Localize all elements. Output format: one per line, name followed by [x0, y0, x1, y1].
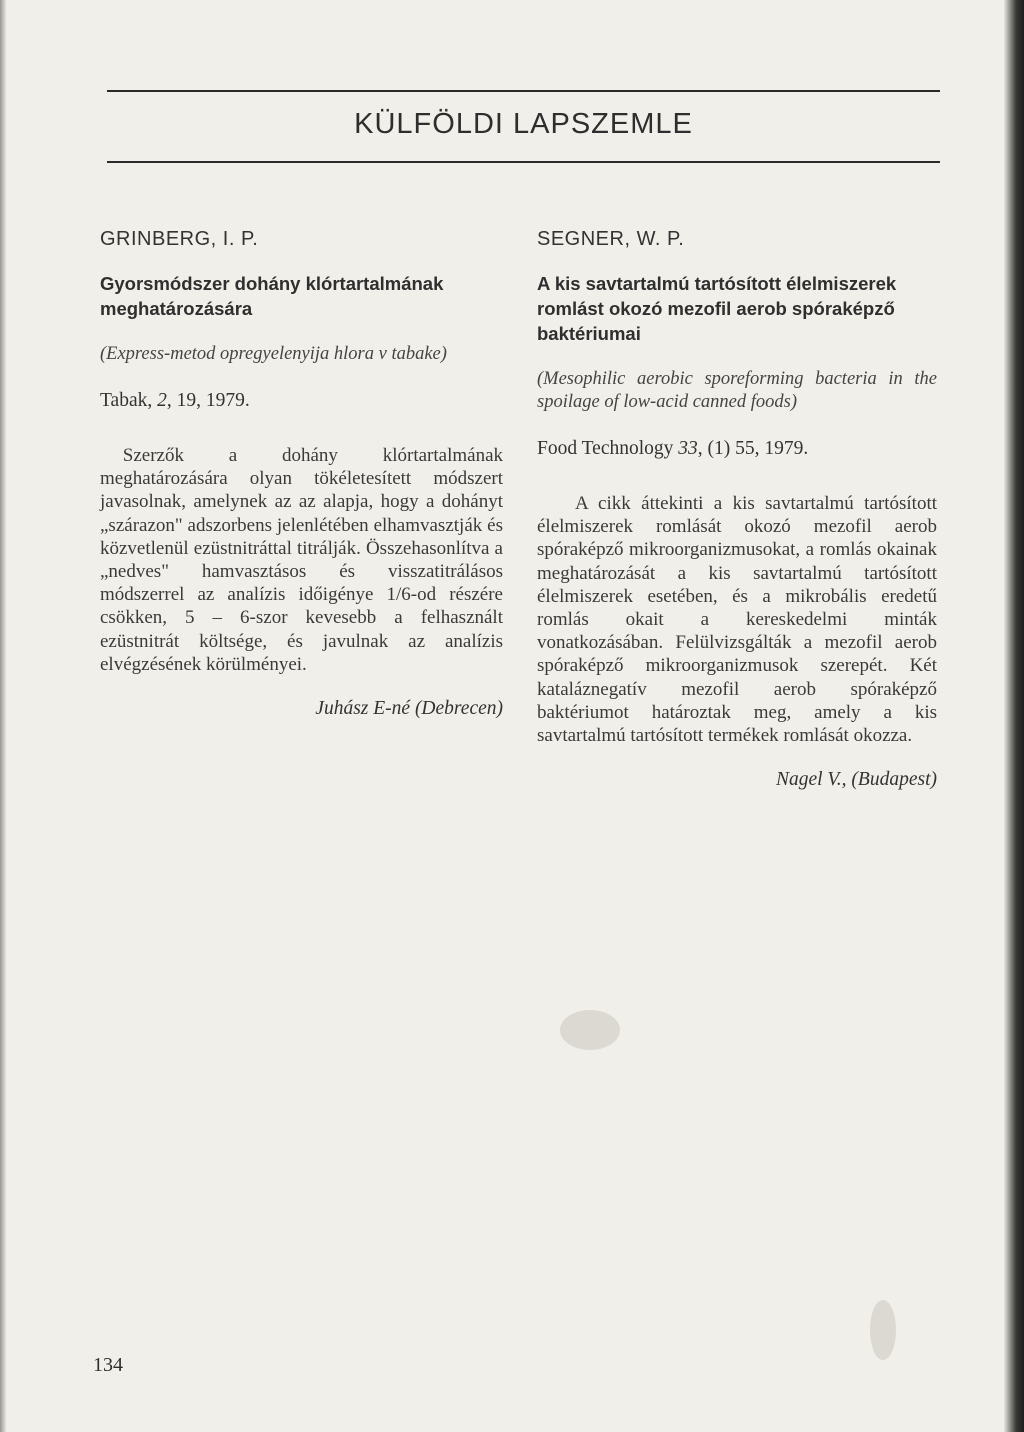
section-title: KÜLFÖLDI LAPSZEMLE	[354, 108, 693, 140]
page-number: 134	[93, 1354, 123, 1376]
article-author: SEGNER, W. P.	[537, 228, 685, 250]
source-citation	[100, 390, 503, 412]
original-title: (Mesophilic aerobic sporeforming bacteria in the spoilage of low-acid canned foods)	[537, 369, 937, 412]
reviewer: Juhász E-né (Debrecen)	[315, 698, 503, 720]
source-citation	[537, 438, 937, 460]
source-name: Food Technology	[537, 438, 679, 459]
article-abstract: Szerzők a dohány klórtartalmának meghatározására olyan tökéletesített módszert javasolnak, amelynek az az alapja, hogy a dohányt „szárazon" adszorbens jelenlétében elhamvasztják és közvetlenül ezüstnitráttal titrálják. Összehasonlítva a „nedves" hamvasztásos és visszatitrálásos módszerrel az analízis időigénye 1/6-od részére csökken, 5 – 6-szor kevesebb a felhasznált ezüstnitrát költsége, és javulnak az analízis elvégzésének körülményei.	[100, 445, 503, 675]
header-rule-top	[107, 90, 940, 92]
original-title: (Express-metod opregyelenyija hlora v tabake)	[100, 344, 447, 364]
article-right	[537, 228, 937, 791]
source-volume: 2	[157, 390, 167, 411]
source-name: Tabak,	[100, 390, 158, 411]
source-volume: 33	[678, 438, 698, 459]
article-title: A kis savtartalmú tartósított élelmiszerek romlást okozó mezofil aerob spóraképző baktériumai	[537, 273, 897, 344]
page-edge-right	[1004, 0, 1024, 1432]
page-edge-left	[0, 0, 6, 1432]
source-details: , (1) 55, 1979.	[697, 438, 809, 459]
paper-smudge	[560, 1010, 620, 1050]
article-left	[100, 228, 503, 720]
paper-smudge	[870, 1300, 896, 1360]
header-rule-bottom	[107, 161, 940, 163]
source-details: , 19, 1979.	[166, 390, 250, 411]
article-abstract: A cikk áttekinti a kis savtartalmú tartósított élelmiszerek romlását okozó mezofil aerob spóraképző mikroorganizmusokat, a romlás okainak meghatározását a kis savtartalmú tartósított élelmiszerek esetében, és a mikrobális eredetű romlás okait a kereskedelmi minták vonatkozásában. Felülvizsgálták a mezofil aerob spóraképző mikroorganizmusok szerepét. Két kataláznegatív mezofil aerob spóraképző baktériumot határoztak meg, amely a kis savtartalmú tartósított termékek romlását okozza.	[537, 493, 937, 747]
reviewer: Nagel V., (Budapest)	[775, 769, 937, 791]
article-title: Gyorsmódszer dohány klórtartalmának meghatározására	[100, 273, 444, 319]
article-author: GRINBERG, I. P.	[100, 228, 259, 250]
